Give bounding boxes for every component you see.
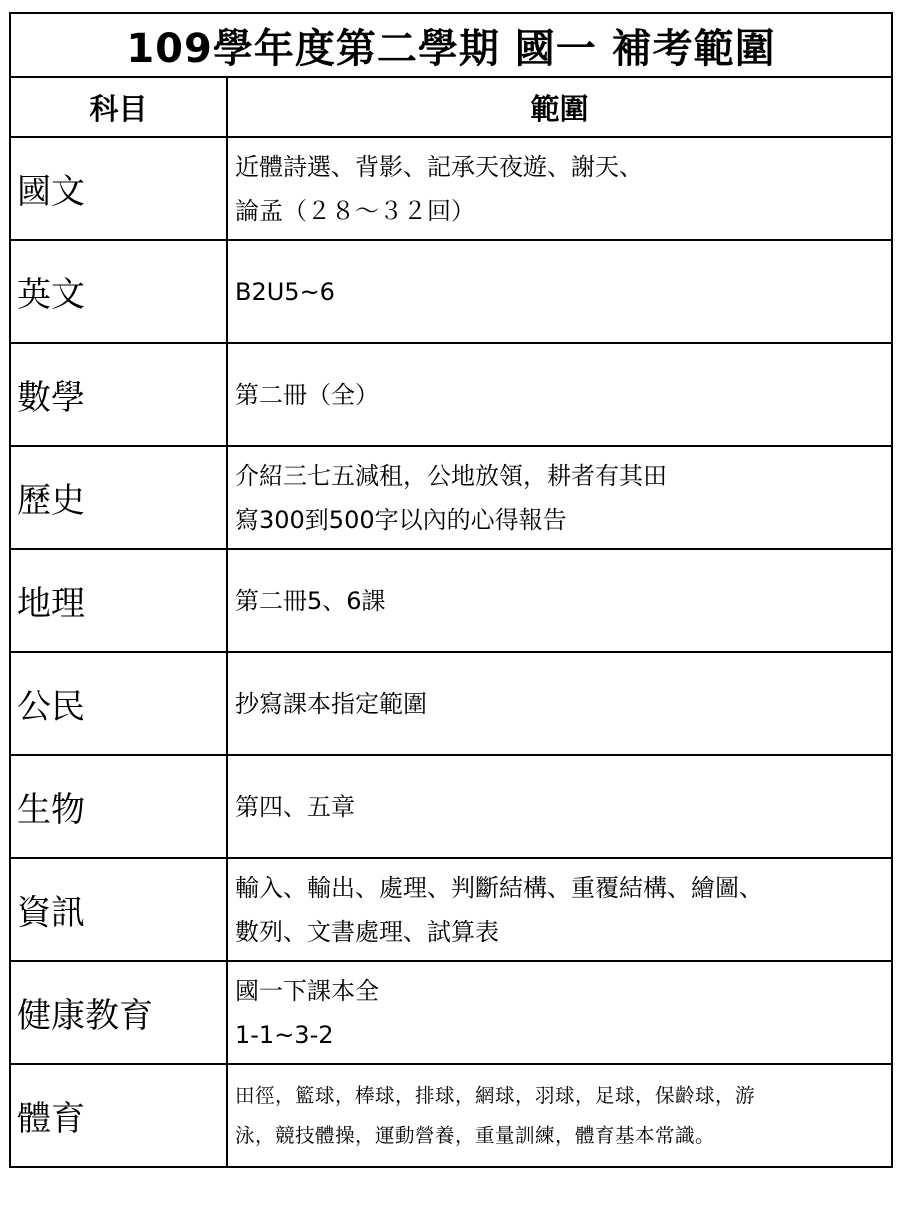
range-line: 第四、五章: [235, 792, 355, 821]
subject-cell: 公民: [10, 652, 227, 755]
range-cell: [227, 961, 892, 1064]
range-line: B2U5~6: [235, 277, 335, 306]
page-title: 109學年度第二學期 國一 補考範圍: [10, 13, 892, 77]
range-cell: [227, 755, 892, 858]
subject-cell: 歷史: [10, 446, 227, 549]
range-cell: [227, 858, 892, 961]
subject-cell: 英文: [10, 240, 227, 343]
range-line: 介紹三七五減租，公地放領，耕者有其田: [235, 461, 667, 490]
title-row: [10, 13, 892, 77]
range-cell: [227, 343, 892, 446]
subject-cell: 國文: [10, 137, 227, 240]
range-line: 抄寫課本指定範圍: [235, 689, 427, 718]
subject-cell: 地理: [10, 549, 227, 652]
range-line: 論孟（２８～３２回）: [235, 196, 475, 225]
subject-header: 科目: [10, 77, 227, 137]
range-line: 第二冊5、6課: [235, 586, 386, 615]
table-row: [10, 755, 892, 858]
range-line: 寫300到500字以內的心得報告: [235, 505, 567, 534]
range-line: 數列、文書處理、試算表: [235, 917, 499, 946]
table-row: [10, 858, 892, 961]
subject-cell: 資訊: [10, 858, 227, 961]
table-row: [10, 446, 892, 549]
table-row: [10, 240, 892, 343]
table-row: [10, 137, 892, 240]
subject-cell: 體育: [10, 1064, 227, 1167]
table-row: [10, 549, 892, 652]
range-cell: [227, 240, 892, 343]
table-row: [10, 652, 892, 755]
subject-cell: 生物: [10, 755, 227, 858]
range-line: 輸入、輸出、處理、判斷結構、重覆結構、繪圖、: [235, 873, 763, 902]
range-line: 1-1~3-2: [235, 1020, 334, 1049]
range-cell: [227, 137, 892, 240]
range-cell: [227, 446, 892, 549]
range-line: 田徑，籃球，棒球，排球，網球，羽球，足球，保齡球，游: [235, 1083, 756, 1107]
range-cell: [227, 549, 892, 652]
table-row: [10, 961, 892, 1064]
subject-cell: 數學: [10, 343, 227, 446]
range-line: 近體詩選、背影、記承天夜遊、謝天、: [235, 152, 643, 181]
exam-range-table: [9, 12, 893, 1168]
table-row: [10, 343, 892, 446]
range-cell: [227, 1064, 892, 1167]
header-row: [10, 77, 892, 137]
range-line: 泳，競技體操，運動營養，重量訓練，體育基本常識。: [235, 1123, 716, 1147]
range-line: 第二冊（全）: [235, 380, 379, 409]
range-line: 國一下課本全: [235, 976, 379, 1005]
subject-cell: 健康教育: [10, 961, 227, 1064]
table-row: [10, 1064, 892, 1167]
range-cell: [227, 652, 892, 755]
range-header: 範圍: [227, 77, 892, 137]
